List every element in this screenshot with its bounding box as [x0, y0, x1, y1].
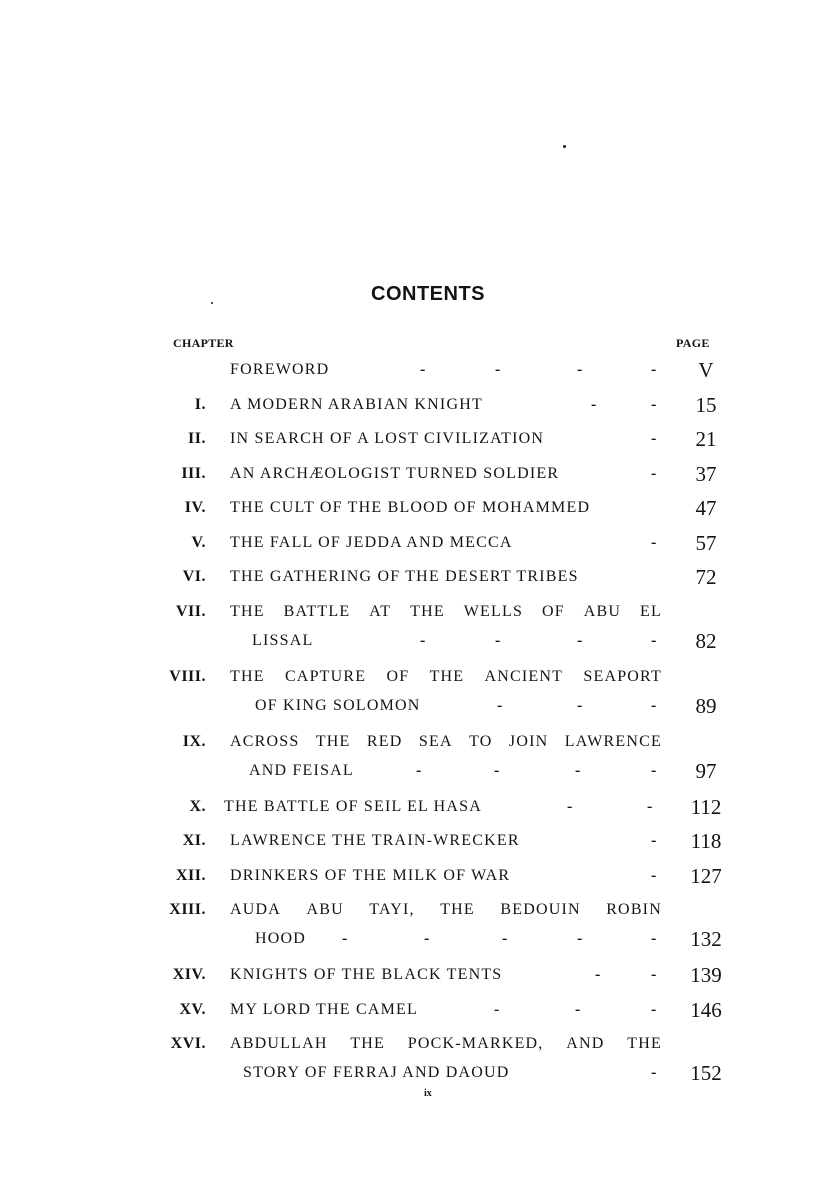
page-number: 82 — [695, 628, 717, 653]
chapter-number: XVI. — [170, 1035, 206, 1052]
chapter-number: III. — [181, 464, 206, 482]
toc-entry[interactable]: V. THE FALL OF JEDDA AND MECCA - 57 — [0, 528, 840, 563]
page-number: 21 — [695, 427, 717, 451]
chapter-title: A MODERN ARABIAN KNIGHT — [230, 395, 483, 413]
chapter-title-continued: HOOD — [255, 930, 307, 947]
chapter-number: XIV. — [172, 966, 206, 983]
chapter-number: IV. — [184, 499, 206, 516]
chapter-number: I. — [194, 395, 206, 413]
page-number: 57 — [695, 530, 717, 555]
chapter-title: THE BATTLE OF SEIL EL HASA — [224, 797, 482, 815]
chapter-title: DRINKERS OF THE MILK OF WAR — [230, 866, 511, 884]
chapter-title: THE BATTLE AT THE WELLS OF ABU EL — [230, 602, 662, 620]
toc-entry[interactable]: I. A MODERN ARABIAN KNIGHT - - 15 — [0, 390, 840, 425]
page-number: 146 — [690, 997, 722, 1022]
toc-entry[interactable]: II. IN SEARCH OF A LOST CIVILIZATION - 21 — [0, 424, 840, 459]
folio-page-number: ix — [424, 1088, 432, 1099]
chapter-column-header: CHAPTER — [173, 336, 234, 350]
chapter-number: XII. — [175, 866, 206, 884]
toc-entry[interactable]: III. AN ARCHÆOLOGIST TURNED SOLDIER - 37 — [0, 459, 840, 494]
chapter-title: FOREWORD — [230, 361, 330, 378]
toc-entry[interactable]: XV. MY LORD THE CAMEL - - - 146 — [0, 995, 840, 1030]
chapter-number: VII. — [175, 602, 206, 620]
page-number: 127 — [690, 863, 722, 888]
chapter-title-continued: AND FEISAL — [249, 761, 354, 779]
page-number: 37 — [695, 461, 717, 486]
toc-entry[interactable]: XI. LAWRENCE THE TRAIN-WRECKER - 118 — [0, 826, 840, 861]
chapter-title: KNIGHTS OF THE BLACK TENTS — [230, 966, 503, 983]
toc-entry[interactable]: XII. DRINKERS OF THE MILK OF WAR - 127 — [0, 861, 840, 896]
toc-entry[interactable]: IX. ACROSS THE RED SEA TO JOIN LAWRENCE AND FEISAL - - - - 97 — [0, 727, 840, 792]
chapter-title: ACROSS THE RED SEA TO JOIN LAWRENCE — [230, 732, 662, 750]
chapter-number: XI. — [182, 832, 206, 849]
chapter-title-continued: OF KING SOLOMON — [255, 696, 421, 714]
chapter-title: MY LORD THE CAMEL — [230, 1000, 418, 1018]
toc-entry[interactable]: XIV. KNIGHTS OF THE BLACK TENTS - - 139 — [0, 960, 840, 995]
table-of-contents — [0, 355, 840, 1094]
chapter-number: XIII. — [169, 901, 206, 918]
toc-entry[interactable]: X. THE BATTLE OF SEIL EL HASA - - 112 — [0, 792, 840, 827]
chapter-title: THE CAPTURE OF THE ANCIENT SEAPORT — [230, 667, 662, 685]
chapter-title: AN ARCHÆOLOGIST TURNED SOLDIER — [230, 464, 560, 482]
chapter-title: THE GATHERING OF THE DESERT TRIBES — [230, 568, 579, 585]
toc-entry[interactable]: VII. THE BATTLE AT THE WELLS OF ABU EL LISSAL - - - - 82 — [0, 597, 840, 662]
toc-entry[interactable]: XVI. ABDULLAH THE POCK-MARKED, AND THE STORY OF FERRAJ AND DAOUD - 152 — [0, 1029, 840, 1094]
page-number: 118 — [690, 829, 722, 853]
page-number: 97 — [695, 758, 717, 783]
paper-speck — [563, 145, 566, 148]
page-number: 15 — [695, 392, 717, 417]
toc-entry[interactable] — [0, 562, 840, 597]
toc-entry[interactable]: XIII. AUDA ABU TAYI, THE BEDOUIN ROBIN HOOD - - - - - 132 — [0, 895, 840, 960]
chapter-title: LAWRENCE THE TRAIN-WRECKER — [230, 832, 520, 849]
chapter-number: IX. — [182, 732, 206, 750]
page-number: 152 — [690, 1061, 722, 1085]
chapter-number: XV. — [179, 1000, 206, 1018]
chapter-number: II. — [188, 430, 206, 447]
page-number: 139 — [690, 963, 722, 987]
chapter-number: VI. — [182, 568, 206, 585]
toc-entry[interactable] — [0, 493, 840, 528]
page-number: V — [698, 358, 714, 382]
chapter-number: V. — [191, 533, 206, 551]
chapter-title: ABDULLAH THE POCK-MARKED, AND THE — [230, 1035, 662, 1052]
chapter-title: THE CULT OF THE BLOOD OF MOHAMMED — [230, 499, 591, 516]
chapter-title-continued: STORY OF FERRAJ AND DAOUD — [243, 1064, 510, 1081]
chapter-title: THE FALL OF JEDDA AND MECCA — [230, 533, 513, 551]
page-number: 89 — [695, 693, 717, 718]
page-column-header: PAGE — [676, 336, 710, 350]
toc-entry[interactable]: FOREWORD - - - - V — [0, 355, 840, 390]
page-title: CONTENTS — [371, 283, 485, 305]
page-number: 132 — [690, 927, 722, 951]
chapter-number: VIII. — [169, 667, 206, 685]
toc-entry[interactable]: VIII. THE CAPTURE OF THE ANCIENT SEAPORT OF KING SOLOMON - - - 89 — [0, 662, 840, 727]
chapter-title: AUDA ABU TAYI, THE BEDOUIN ROBIN — [230, 901, 662, 918]
chapter-title-continued: LISSAL — [252, 631, 314, 649]
page-number: 112 — [690, 794, 722, 819]
chapter-title: IN SEARCH OF A LOST CIVILIZATION — [230, 430, 545, 447]
page-number: 47 — [695, 496, 717, 520]
page-number: 72 — [695, 565, 717, 589]
chapter-number: X. — [189, 797, 206, 815]
